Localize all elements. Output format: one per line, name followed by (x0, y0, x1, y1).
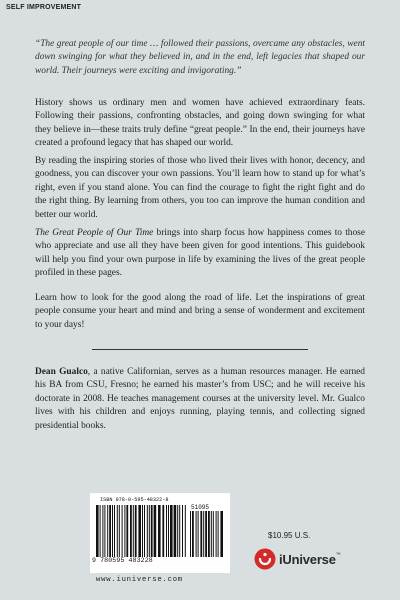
barcode-bar (104, 505, 105, 557)
barcode-bar (144, 505, 145, 557)
barcode-bar (107, 505, 108, 557)
barcode-bar (185, 505, 186, 557)
barcode-bar (119, 505, 120, 557)
book-title: The Great People of Our Time (35, 228, 154, 238)
barcode-bar (179, 505, 180, 557)
barcode-bar (117, 505, 118, 557)
barcode-bar (218, 511, 219, 557)
addon-barcode-bars (190, 511, 224, 557)
paragraph-3-text: brings into sharp focus how happiness comes to those who appreciate and use all they have been given for good intentions. This guidebook will help you find your own purpose in life by examining the lives of the great people profiled in these pages. (35, 228, 365, 279)
barcode-bar (196, 511, 197, 557)
author-bio (35, 366, 365, 433)
barcode-bar (133, 505, 134, 557)
description-paragraph-3 (35, 227, 365, 281)
publisher-name-text: iUniverse (279, 552, 336, 567)
iuniverse-swirl-icon (254, 548, 276, 570)
barcode-bar (216, 511, 217, 557)
ean-barcode-bars (96, 505, 188, 557)
barcode-bar (170, 505, 173, 557)
barcode-bar (96, 505, 99, 557)
price-label: $10.95 U.S. (268, 531, 311, 540)
author-bio-text: , a native Californian, serves as a human resources manager. He earned his BA from CSU, Fresno; he earned his master’s from USC; and he will receive his doctorate in 2008. He teaches management courses at the university level. Mr. Gualco lives with his children and enjoys running, playing tennis, and collecting signed presidential books. (35, 367, 365, 431)
barcode-bar (200, 511, 202, 557)
divider-rule (92, 349, 308, 350)
pull-quote: “The great people of our time … followed their passions, overcame any obstacles, went down swinging for what they believed in, and in the end, left legacies that shaped our world. Their journeys were exciting and invigorating.” (35, 39, 365, 76)
barcode-bar (220, 511, 223, 557)
barcode-bar (190, 511, 191, 557)
barcode-bar (147, 505, 148, 557)
author-name: Dean Gualco (35, 367, 88, 377)
description-paragraph-1: History shows us ordinary men and women have achieved extraordinary feats. Following their passions, confronting obstacles, and going down swinging for what they believe in—these traits truly define “great people.” In the end, their journeys have created a profound legacy that has shaped our world. (35, 98, 365, 149)
isbn-barcode (90, 493, 230, 573)
barcode-bar (130, 505, 132, 557)
barcode-bar (142, 505, 143, 557)
barcode-bar (198, 511, 199, 557)
barcode-bar (124, 505, 125, 557)
barcode-bar (205, 511, 207, 557)
barcode-bar (135, 505, 137, 557)
barcode-bar (158, 505, 161, 557)
barcode-bar (102, 505, 103, 557)
barcode-bar (177, 505, 178, 557)
publisher-logo (254, 548, 354, 572)
barcode-bar (114, 505, 115, 557)
barcode-bar (151, 505, 153, 557)
publisher-name (279, 552, 341, 567)
barcode-bar (149, 505, 150, 557)
barcode-bar (112, 505, 113, 557)
barcode-bar (122, 505, 123, 557)
category-label: SELF IMPROVEMENT (6, 4, 82, 11)
barcode-bar (109, 505, 111, 557)
barcode-bar (126, 505, 128, 557)
barcode-bar (211, 511, 212, 557)
price-addon-number: 51095 (191, 504, 210, 511)
barcode-bar (182, 505, 183, 557)
barcode-bar (168, 505, 169, 557)
barcode-bar (213, 511, 214, 557)
trademark-symbol: ™ (335, 552, 341, 558)
barcode-bar (166, 505, 167, 557)
isbn-number: ISBN 978-0-595-48322-8 (100, 497, 169, 503)
barcode-bar (192, 511, 194, 557)
description-paragraph-4: Learn how to look for the good along the road of life. Let the inspirations of great people consume your heart and mind and bring a sense of wonderment and excitement to your days! (35, 293, 365, 330)
description-paragraph-2: By reading the inspiring stories of those who lived their lives with honor, decency, and goodness, you can discover your own passions. You’ll learn how to stand up for what’s right, even if you stand alone. You can find the courage to fight the right fight and do the right thing. By learning from others, you too can improve the human condition and better our world. (35, 156, 365, 220)
barcode-bar (138, 505, 141, 557)
barcode-bar (162, 505, 164, 557)
barcode-bar (174, 505, 177, 557)
barcode-bar (208, 511, 210, 557)
publisher-website: www.iuniverse.com (96, 576, 183, 584)
barcode-bar (203, 511, 204, 557)
barcode-bar (100, 505, 101, 557)
barcode-digits: 9 780595 483228 (92, 557, 153, 564)
barcode-bar (154, 505, 157, 557)
